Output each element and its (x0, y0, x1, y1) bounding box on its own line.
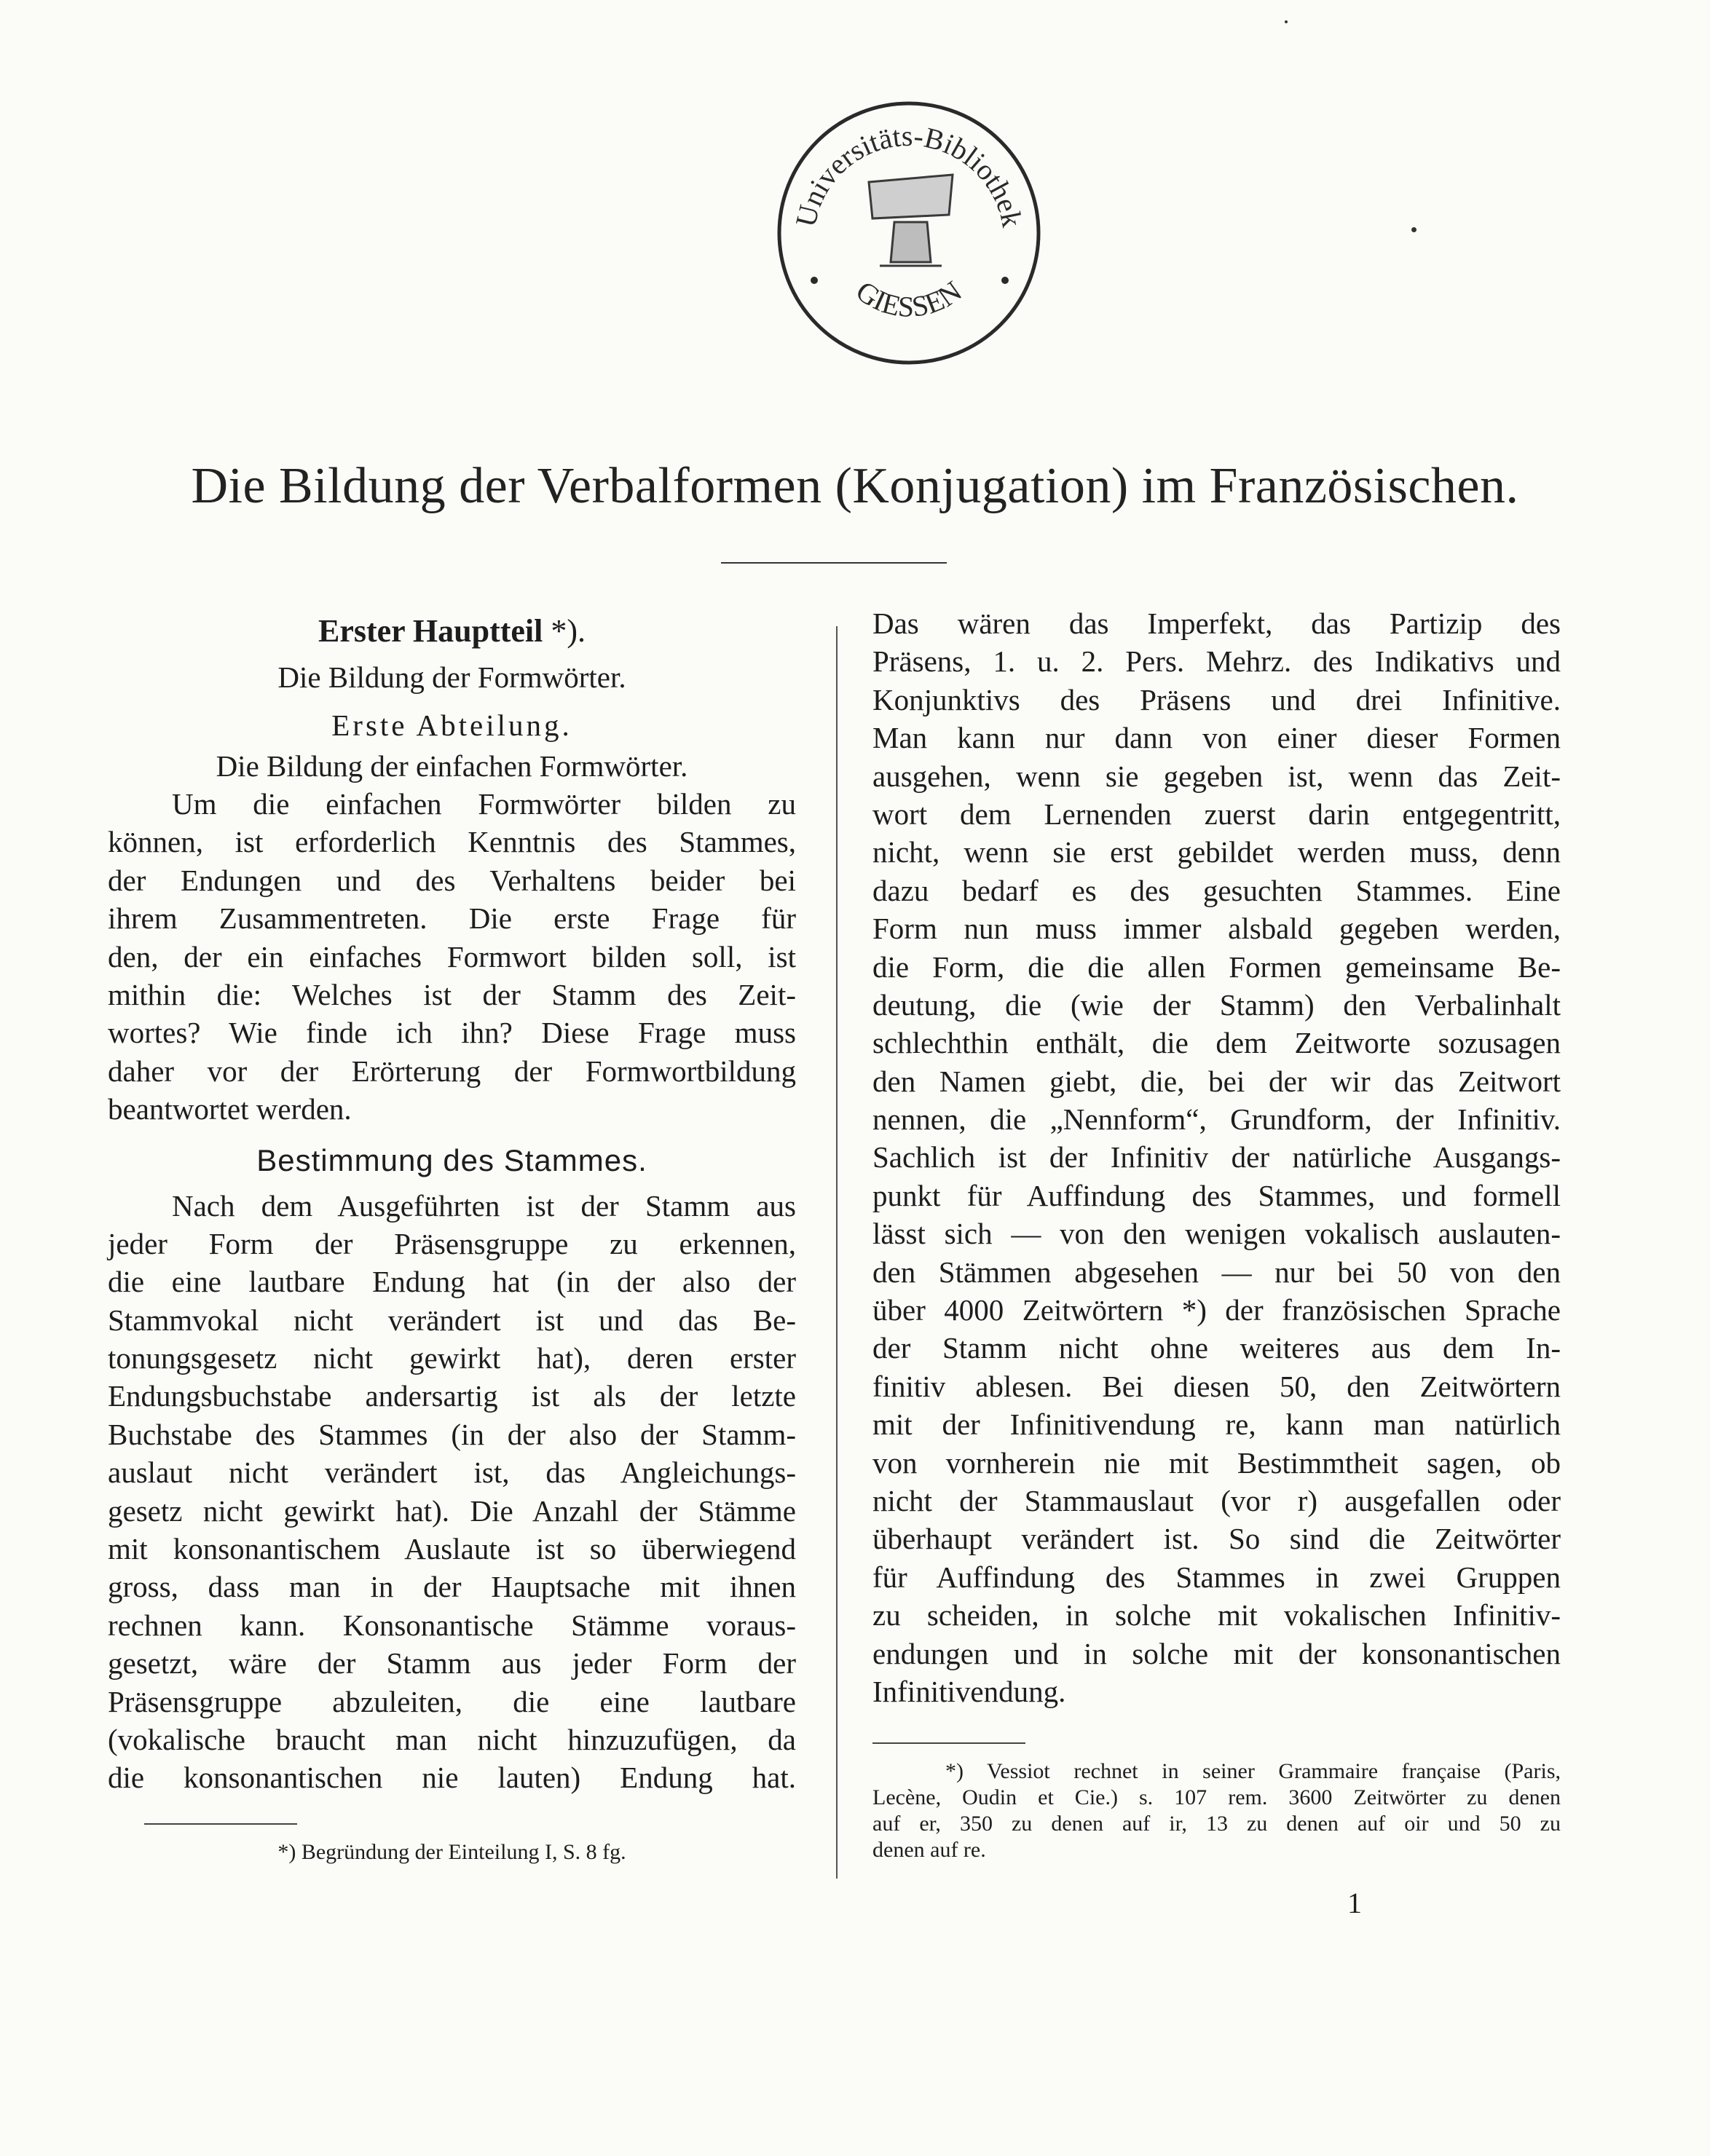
text-line: Konjunktivs des Präsens und drei Infinitive. (872, 682, 1561, 716)
document-title: Die Bildung der Verbalformen (Konjugation) im Französischen. (191, 458, 1519, 514)
stamp-emblem (869, 175, 953, 266)
text-line: wortes? Wie finde ich ihn? Diese Frage muss (108, 1016, 796, 1050)
part-heading-text: Erster Hauptteil (318, 613, 543, 649)
right-column (872, 604, 1561, 1863)
text-line: über 4000 Zeitwörtern *) der französischen Sprache (872, 1293, 1561, 1327)
stamp-lower-text: GIESSEN (850, 274, 968, 323)
text-line: auslaut nicht verändert ist, das Angleichungs- (108, 1456, 796, 1490)
paragraph-stem (108, 1187, 796, 1797)
footnote-line: Lecène, Oudin et Cie.) s. 107 rem. 3600 Zeitwörter zu denen (872, 1785, 1561, 1810)
text-line: finitiv ablesen. Bei diesen 50, den Zeitwörtern (872, 1369, 1561, 1403)
text-line: lässt sich — von den wenigen vokalisch auslauten- (872, 1217, 1561, 1251)
text-line: mithin die: Welches ist der Stamm des Zeit- (108, 977, 796, 1011)
text-line: der Endungen und des Verhaltens beider bei (108, 863, 796, 897)
text-line: daher vor der Erörterung der Formwortbildung (108, 1054, 796, 1088)
text-line: die konsonantischen nie lauten) Endung hat. (108, 1761, 796, 1795)
paragraph-intro (108, 785, 796, 1129)
text-line: dazu bedarf es des gesuchten Stammes. Eine (872, 873, 1561, 907)
text-line: rechnen kann. Konsonantische Stämme voraus- (108, 1608, 796, 1642)
text-line: Form nun muss immer alsbald gegeben werden, (872, 912, 1561, 946)
text-line: nennen, die „Nennform“, Grundform, der Infinitiv. (872, 1102, 1561, 1137)
text-line: gesetz nicht gewirkt hat). Die Anzahl der Stämme (108, 1493, 796, 1528)
text-line: punkt für Auffindung des Stammes, und formell (872, 1178, 1561, 1212)
text-line: zu scheiden, in solche mit vokalischen Infinitiv- (872, 1598, 1561, 1632)
text-line: ausgehen, wenn sie gegeben ist, wenn das Zeit- (872, 759, 1561, 793)
text-line: Stammvokal nicht verändert ist und das Be- (108, 1303, 796, 1337)
text-line: gesetzt, wäre der Stamm aus jeder Form der (108, 1646, 796, 1681)
text-line: beantwortet werden. (108, 1092, 352, 1126)
footnote-right (872, 1758, 1561, 1863)
text-line: nicht, wenn sie erst gebildet werden muss, denn (872, 835, 1561, 869)
left-column (108, 604, 796, 1865)
text-line: mit konsonantischem Auslaute ist so überwiegend (108, 1532, 796, 1566)
stamp-upper-text: Universitäts-Bibliothek (789, 119, 1029, 230)
text-line: von vornherein nie mit Bestimmtheit sagen, ob (872, 1445, 1561, 1480)
text-line: überhaupt verändert ist. So sind die Zeitwörter (872, 1522, 1561, 1556)
footnote-rule (144, 1823, 297, 1825)
part-subtitle: Die Bildung der Formwörter. (277, 660, 626, 694)
text-line: die Form, die die allen Formen gemeinsame Be- (872, 949, 1561, 984)
text-line: Um die einfachen Formwörter bilden zu (172, 787, 796, 821)
text-line: tonungsgesetz nicht gewirkt hat), deren erster (108, 1341, 796, 1375)
text-line: Man kann nur dann von einer dieser Formen (872, 721, 1561, 755)
text-line: mit der Infinitivendung re, kann man natürlich (872, 1407, 1561, 1442)
text-line: wort dem Lernenden zuerst darin entgegentritt, (872, 797, 1561, 831)
text-line: Endungsbuchstabe andersartig ist als der letzte (108, 1379, 796, 1413)
text-line: endungen und in solche mit der konsonantischen (872, 1636, 1561, 1670)
text-line: Nach dem Ausgeführten ist der Stamm aus (172, 1188, 796, 1223)
text-line: den Namen giebt, die, bei der wir das Zeitwort (872, 1064, 1561, 1098)
footnote-marker: *). (551, 613, 586, 649)
text-line: jeder Form der Präsensgruppe zu erkennen, (108, 1226, 796, 1260)
text-line: gross, dass man in der Hauptsache mit ihnen (108, 1570, 796, 1604)
footnote-rule (872, 1742, 1025, 1744)
division-subtitle: Die Bildung der einfachen Formwörter. (216, 749, 688, 783)
column-divider (836, 626, 838, 1879)
title-divider-rule (721, 562, 947, 564)
division-heading: Erste Abteilung. (331, 708, 572, 742)
section-heading: Bestimmung des Stammes. (256, 1142, 647, 1177)
footnote-line: auf er, 350 zu denen auf ir, 13 zu denen auf oir und 50 zu (872, 1812, 1561, 1836)
text-line: der Stamm nicht ohne weiteres aus dem In- (872, 1331, 1561, 1365)
library-stamp (771, 95, 1047, 371)
text-line: Buchstabe des Stammes (in der also der Stamm- (108, 1417, 796, 1451)
text-line: Das wären das Imperfekt, das Partizip des (872, 607, 1561, 640)
footnote-line: *) Vessiot rechnet in seiner Grammaire française (Paris, (945, 1759, 1561, 1784)
text-line: können, ist erforderlich Kenntnis des Stammes, (108, 825, 796, 859)
text-line: die eine lautbare Endung hat (in der also der (108, 1265, 796, 1299)
footnote-left: *) Begründung der Einteilung I, S. 8 fg. (277, 1839, 626, 1864)
text-line: schlechthin enthält, die dem Zeitworte sozusagen (872, 1026, 1561, 1060)
text-line: Infinitivendung. (872, 1674, 1066, 1708)
text-line: den Stämmen abgesehen — nur bei 50 von den (872, 1255, 1561, 1289)
footnote-line: denen auf re. (872, 1838, 986, 1863)
text-line: ihrem Zusammentreten. Die erste Frage für (108, 901, 796, 936)
part-heading (108, 604, 796, 658)
page-number: 1 (1347, 1887, 1362, 1919)
text-line: Sachlich ist der Infinitiv der natürliche Ausgangs- (872, 1140, 1561, 1174)
text-line: deutung, die (wie der Stamm) den Verbalinhalt (872, 987, 1561, 1022)
text-line: (vokalische braucht man nicht hinzuzufügen, da (108, 1722, 796, 1756)
paragraph-infinitive (872, 604, 1561, 1710)
text-line: Präsens, 1. u. 2. Pers. Mehrz. des Indikativs und (872, 644, 1561, 679)
text-line: Präsensgruppe abzuleiten, die eine lautbare (108, 1684, 796, 1718)
text-line: den, der ein einfaches Formwort bilden soll, ist (108, 939, 796, 974)
text-line: für Auffindung des Stammes in zwei Gruppen (872, 1560, 1561, 1594)
text-line: nicht der Stammauslaut (vor r) ausgefallen oder (872, 1483, 1561, 1517)
